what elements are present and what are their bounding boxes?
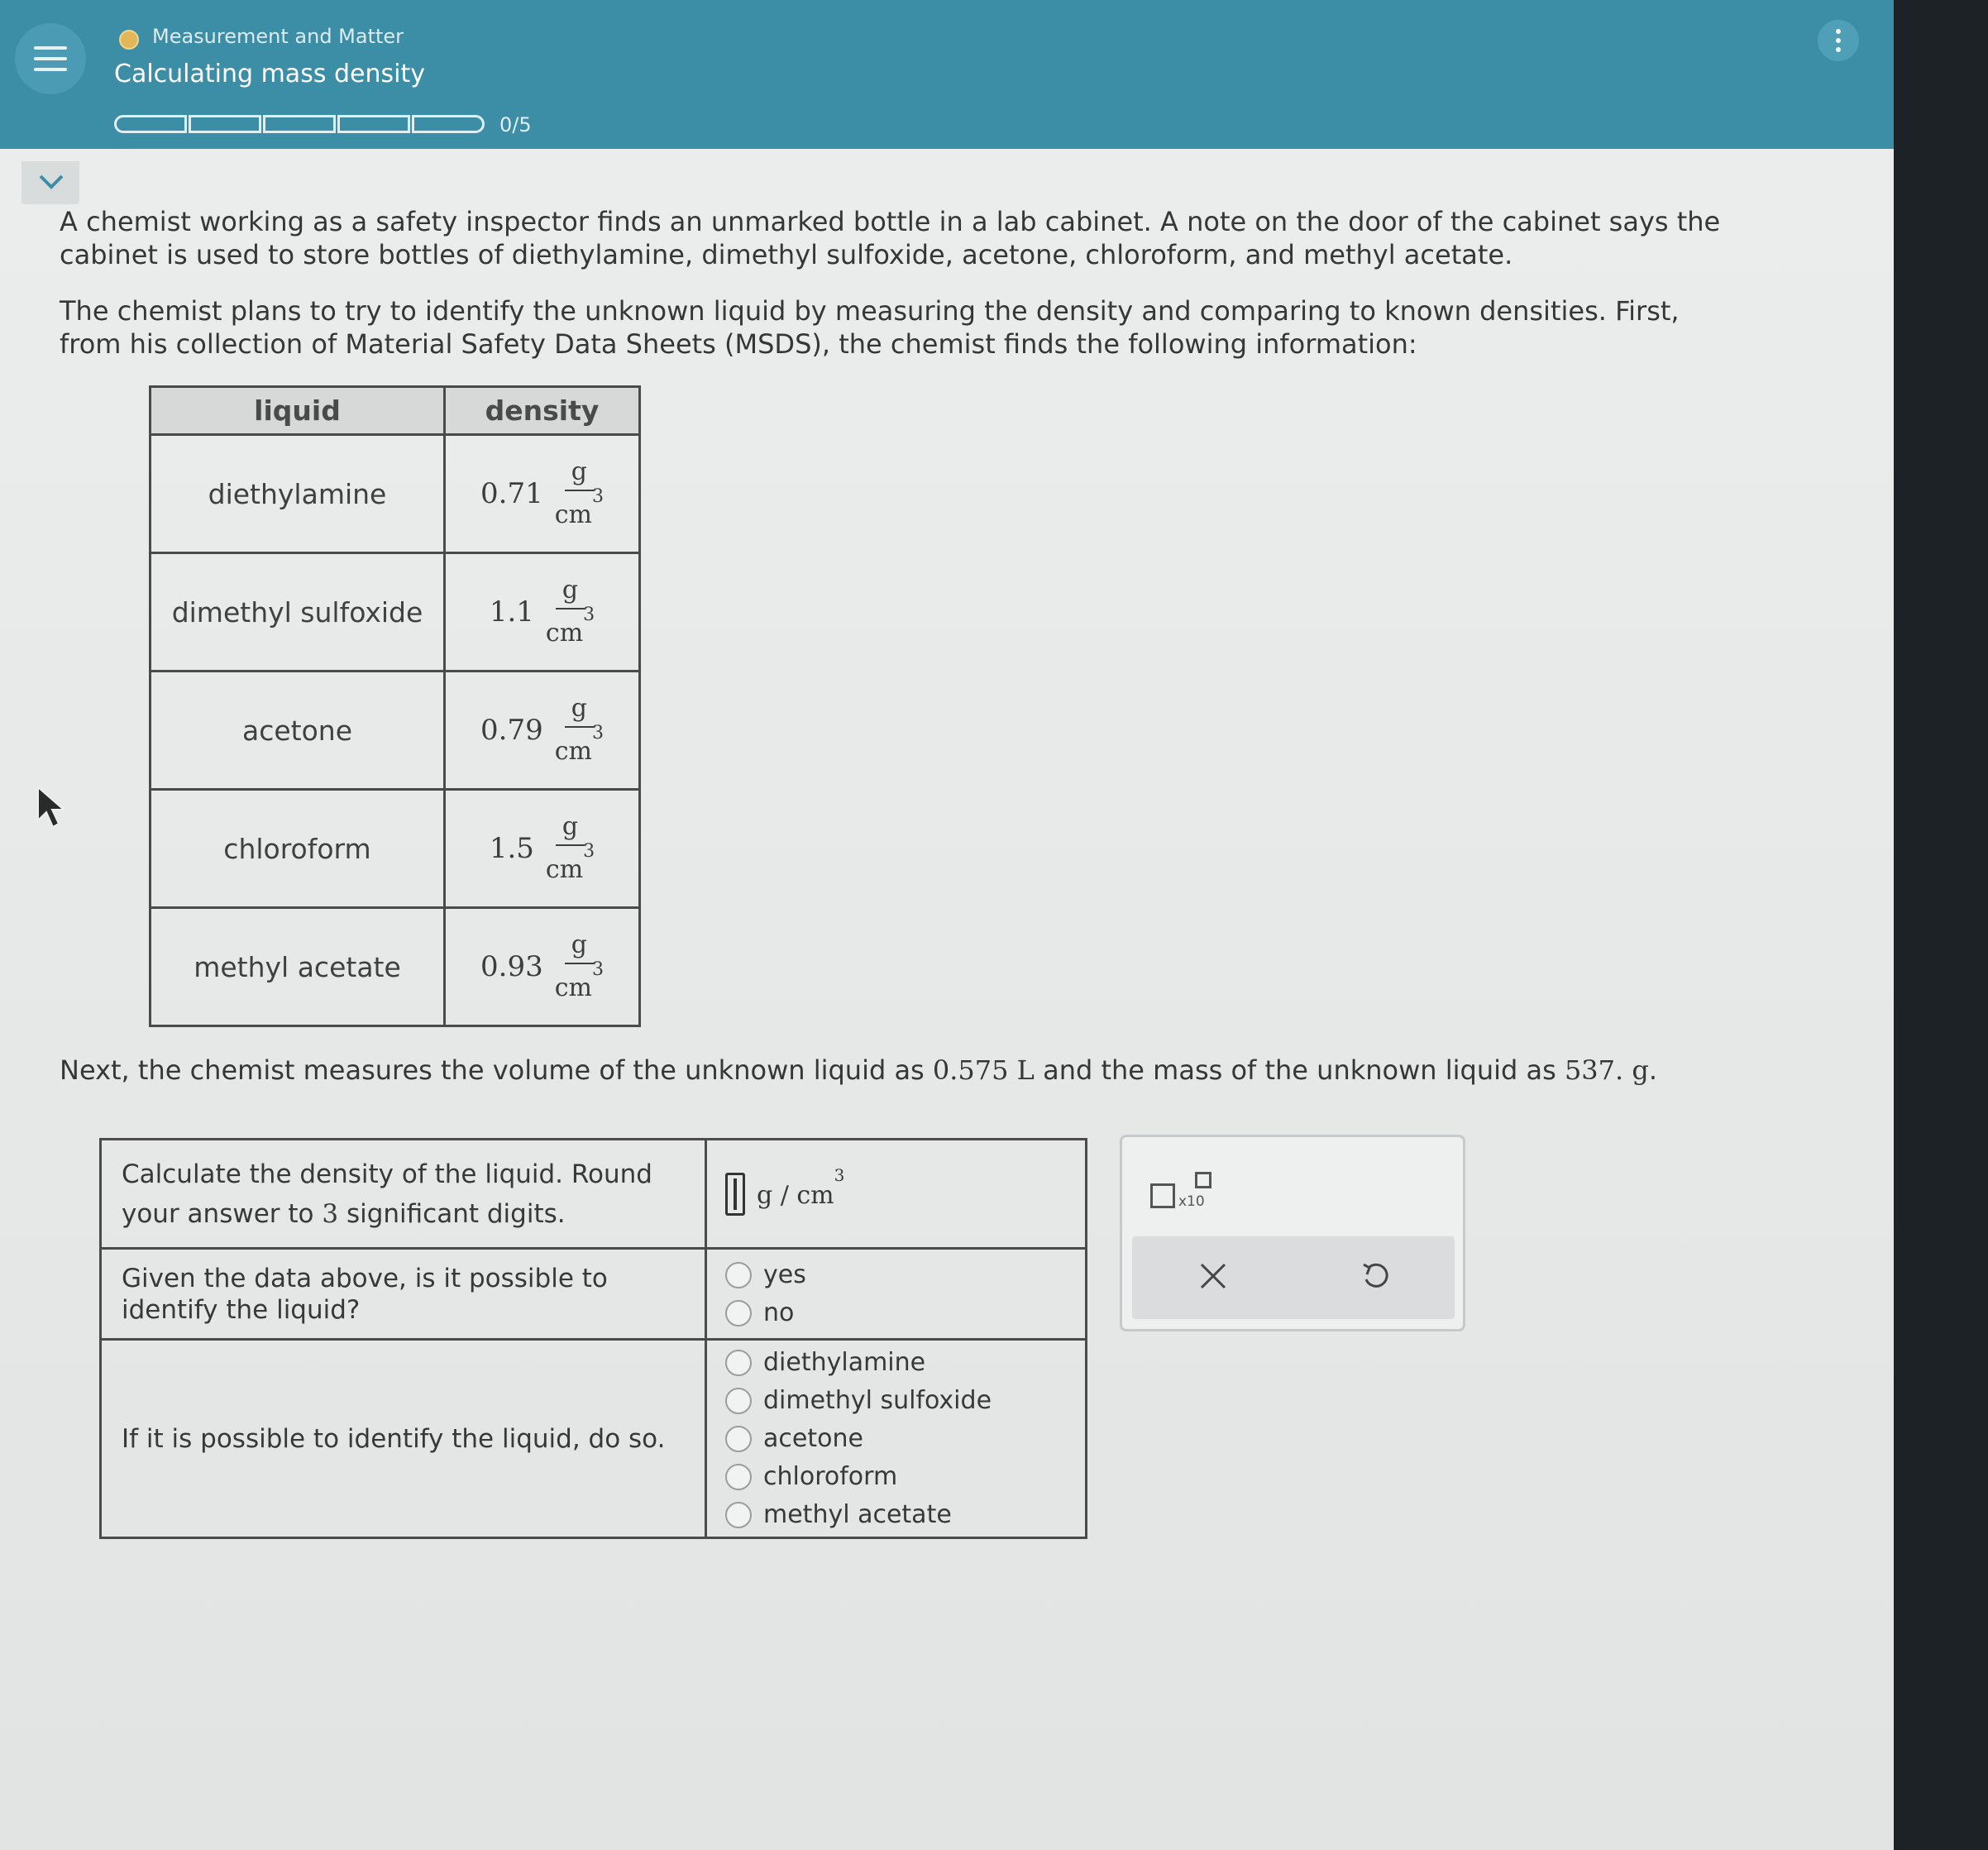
problem-plan bbox=[60, 294, 1747, 361]
density-row bbox=[151, 790, 640, 908]
scientific-notation-icon[interactable]: x10 bbox=[1150, 1172, 1216, 1218]
header-bar bbox=[0, 0, 1894, 149]
radio-button[interactable] bbox=[725, 1464, 752, 1490]
option-label: diethylamine bbox=[763, 1348, 926, 1377]
progress-segment bbox=[412, 115, 485, 133]
intro-line: A chemist working as a safety inspector finds an unmarked bottle in a lab cabinet. A note on the door of the cabinet says the bbox=[60, 206, 1721, 237]
density-answer-input[interactable] bbox=[725, 1173, 745, 1216]
progress-bar bbox=[114, 115, 486, 133]
menu-icon[interactable] bbox=[15, 23, 86, 94]
undo-icon[interactable] bbox=[1359, 1260, 1392, 1293]
option-label: no bbox=[763, 1298, 795, 1327]
liquid-option[interactable] bbox=[725, 1458, 1067, 1496]
question-table bbox=[99, 1138, 1087, 1539]
liquid-option[interactable] bbox=[725, 1420, 1067, 1458]
tool-bar bbox=[1132, 1236, 1455, 1319]
plan-line: The chemist plans to try to identify the unknown liquid by measuring the density and comparing to known densities. First, bbox=[60, 295, 1680, 327]
density-row bbox=[151, 908, 640, 1026]
density-row bbox=[151, 553, 640, 672]
liquid-name: acetone bbox=[151, 672, 445, 790]
option-label: chloroform bbox=[763, 1462, 898, 1491]
progress-count: 0/5 bbox=[499, 113, 532, 136]
measurement-text: . bbox=[1648, 1054, 1658, 1086]
progress-segment bbox=[337, 115, 410, 133]
measurement-text: and the mass of the unknown liquid as bbox=[1034, 1054, 1565, 1086]
progress-segment bbox=[263, 115, 336, 133]
option-label: acetone bbox=[763, 1424, 863, 1453]
density-row bbox=[151, 672, 640, 790]
answer-tools-panel bbox=[1120, 1135, 1465, 1331]
close-icon[interactable] bbox=[1198, 1261, 1228, 1291]
possible-option[interactable] bbox=[725, 1256, 1067, 1294]
question-possible bbox=[101, 1249, 706, 1340]
liquid-name: diethylamine bbox=[151, 435, 445, 553]
question-text: identify the liquid? bbox=[122, 1294, 361, 1325]
mass-value: 537. g bbox=[1564, 1054, 1649, 1086]
header-liquid: liquid bbox=[151, 387, 445, 435]
possible-options bbox=[706, 1249, 1087, 1340]
radio-button[interactable] bbox=[725, 1300, 752, 1327]
radio-button[interactable] bbox=[725, 1388, 752, 1414]
liquid-density: 0.79 $\frac{g}{cm^3}$ bbox=[445, 672, 640, 790]
header-density: density bbox=[445, 387, 640, 435]
density-row bbox=[151, 435, 640, 553]
option-label: methyl acetate bbox=[763, 1500, 952, 1529]
radio-button[interactable] bbox=[725, 1262, 752, 1288]
liquid-option[interactable] bbox=[725, 1344, 1067, 1382]
question-identify: If it is possible to identify the liquid, do so. bbox=[101, 1340, 706, 1538]
more-options-icon[interactable] bbox=[1818, 20, 1859, 61]
liquid-name: chloroform bbox=[151, 790, 445, 908]
liquid-density: 1.1 $\frac{g}{cm^3}$ bbox=[445, 553, 640, 672]
collapse-button[interactable] bbox=[22, 161, 79, 204]
liquid-name: dimethyl sulfoxide bbox=[151, 553, 445, 672]
answer-density-cell bbox=[706, 1140, 1087, 1249]
plan-line: from his collection of Material Safety Data Sheets (MSDS), the chemist finds the following information: bbox=[60, 328, 1417, 360]
liquid-density: 0.71 $\frac{g}{cm^3}$ bbox=[445, 435, 640, 553]
progress-segment bbox=[114, 115, 187, 133]
topic-label: Measurement and Matter bbox=[152, 25, 404, 48]
volume-value: 0.575 L bbox=[932, 1054, 1035, 1086]
problem-intro bbox=[60, 205, 1747, 271]
topic-status-icon bbox=[119, 30, 139, 50]
measurement-text: Next, the chemist measures the volume of the unknown liquid as bbox=[60, 1054, 933, 1086]
possible-option[interactable] bbox=[725, 1294, 1067, 1332]
question-text: your answer to 3 significant digits. bbox=[122, 1198, 566, 1229]
radio-button[interactable] bbox=[725, 1502, 752, 1528]
measurement-sentence bbox=[60, 1054, 1747, 1087]
density-unit: g / $cm^3$ bbox=[757, 1164, 845, 1210]
liquid-option[interactable] bbox=[725, 1496, 1067, 1534]
question-text: Given the data above, is it possible to bbox=[122, 1263, 608, 1293]
option-label: yes bbox=[763, 1260, 806, 1289]
chevron-down-icon bbox=[38, 173, 65, 191]
liquid-density: 0.93 $\frac{g}{cm^3}$ bbox=[445, 908, 640, 1026]
radio-button[interactable] bbox=[725, 1350, 752, 1376]
page-title: Calculating mass density bbox=[114, 60, 425, 88]
identify-options bbox=[706, 1340, 1087, 1538]
mouse-cursor-icon bbox=[36, 786, 66, 829]
radio-button[interactable] bbox=[725, 1426, 752, 1452]
progress-segment bbox=[189, 115, 261, 133]
intro-line: cabinet is used to store bottles of diethylamine, dimethyl sulfoxide, acetone, chloroform, and methyl acetate. bbox=[60, 239, 1513, 270]
option-label: dimethyl sulfoxide bbox=[763, 1386, 992, 1415]
liquid-name: methyl acetate bbox=[151, 908, 445, 1026]
liquid-option[interactable] bbox=[725, 1382, 1067, 1420]
liquid-density: 1.5 $\frac{g}{cm^3}$ bbox=[445, 790, 640, 908]
density-table bbox=[149, 385, 641, 1027]
question-text: Calculate the density of the liquid. Round bbox=[122, 1159, 652, 1189]
question-density bbox=[101, 1140, 706, 1249]
